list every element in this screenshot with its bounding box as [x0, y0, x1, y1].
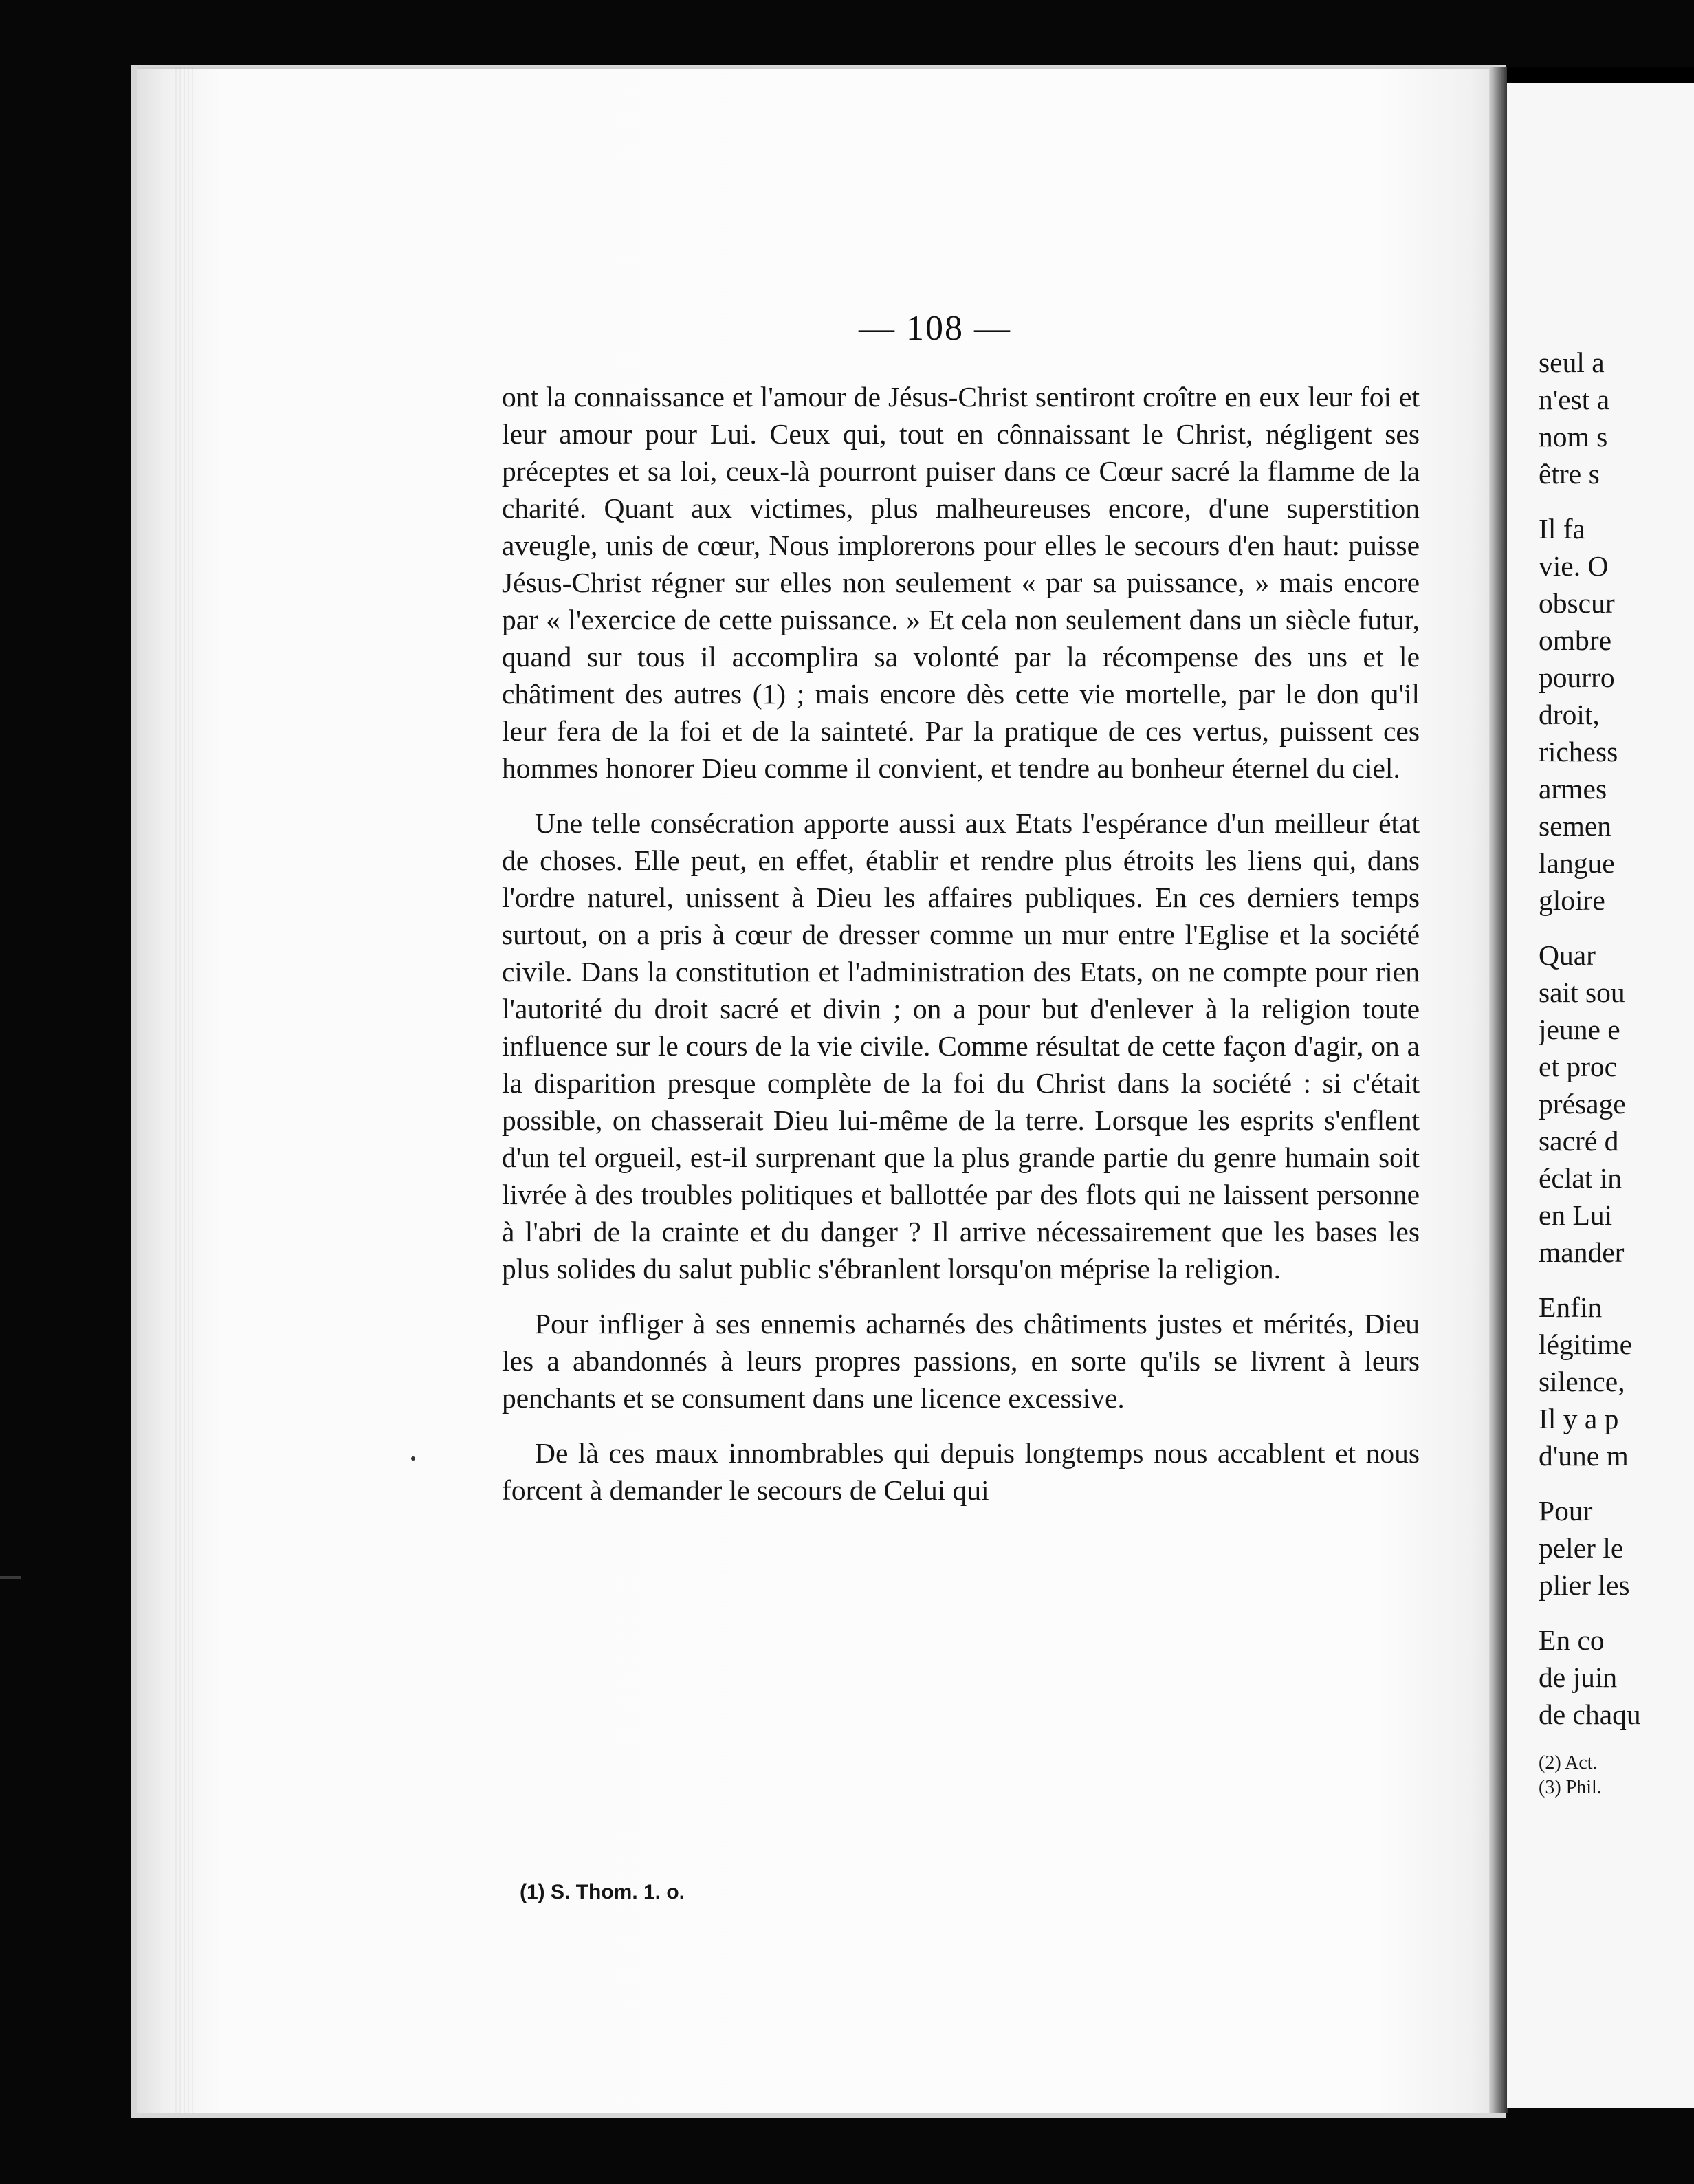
next-page-line: en Lui — [1539, 1199, 1613, 1231]
next-page-gap — [1539, 919, 1694, 937]
next-page-line: vie. O — [1539, 550, 1609, 582]
next-page-line: jeune e — [1539, 1014, 1620, 1045]
next-page-line: En co — [1539, 1624, 1605, 1656]
next-page-line: richess — [1539, 736, 1618, 767]
next-page-gap — [1539, 492, 1694, 510]
next-page-line: Pour — [1539, 1495, 1593, 1527]
next-page-line: n'est a — [1539, 384, 1610, 415]
next-page-footnote: (3) Phil. — [1539, 1777, 1602, 1798]
next-page-text-fragment — [1539, 344, 1694, 2063]
right-page-top-gap — [1507, 67, 1694, 83]
next-page-line: silence, — [1539, 1366, 1625, 1397]
book-gutter — [1489, 67, 1508, 2113]
next-page-gap — [1539, 1474, 1694, 1492]
page-edges — [175, 67, 195, 2113]
next-page-line: gloire — [1539, 884, 1605, 916]
next-page-line: obscur — [1539, 587, 1615, 619]
next-page-line: d'une m — [1539, 1440, 1629, 1472]
next-page-line: sait sou — [1539, 976, 1625, 1008]
paragraph: De là ces maux innombrables qui depuis longtemps nous accablent et nous forcent à demander le secours de Celui qui — [502, 1437, 1420, 1506]
next-page-line: être s — [1539, 458, 1600, 490]
next-page-line: semen — [1539, 810, 1612, 842]
next-page-line: mander — [1539, 1236, 1625, 1268]
paragraph: ont la connaissance et l'amour de Jésus-Christ sentiront croître en eux leur foi et leur amour pour Lui. Ceux qui, tout en cônnaissant le Christ, négligent ses préceptes et sa loi, ceux-là pourront puiser dans ce Cœur sacré la flamme de la charité. Quant aux victimes, plus malheureuses encore, d'une superstition aveugle, unis de cœur, Nous implorerons pour elles le secours d'en haut: puisse Jésus-Christ régner sur elles non seulement « par sa puissance, » mais encore par « l'exercice de cette puissance. » Et cela non seulement dans un siècle futur, quand sur tous il accomplira sa volonté par la récompense des uns et le châtiment des autres (1) ; mais encore dès cette vie mortelle, par le don qu'il leur fera de la foi et de la sainteté. Par la pratique de ces vertus, puissent ces hommes honorer Dieu comme il convient, et tendre au bonheur éternel du ciel. — [502, 381, 1420, 784]
next-page-line: nom s — [1539, 421, 1608, 452]
next-page-line: ombre — [1539, 624, 1612, 656]
footnote: (1) S. Thom. 1. o. — [520, 1881, 685, 1903]
paragraph: Pour infliger à ses ennemis acharnés des châtiments justes et mérités, Dieu les a abandonnés à leurs propres passions, en sorte qu'ils se livrent à leurs penchants et se consument dans une licence excessive. — [502, 1308, 1420, 1414]
next-page-line: sacré d — [1539, 1125, 1619, 1157]
next-page-line: droit, — [1539, 699, 1600, 730]
next-page-line: Il fa — [1539, 513, 1585, 545]
next-page-line: plier les — [1539, 1569, 1630, 1601]
next-page-line: Il y a p — [1539, 1403, 1619, 1434]
main-text-block — [502, 378, 1420, 1527]
next-page-gap — [1539, 1271, 1694, 1289]
next-page-gap — [1539, 1733, 1694, 1751]
next-page-line: Enfin — [1539, 1291, 1603, 1323]
next-page-line: et proc — [1539, 1051, 1618, 1082]
next-page-line: armes — [1539, 773, 1607, 805]
next-page-footnote: (2) Act. — [1539, 1752, 1598, 1773]
next-page-line: de chaqu — [1539, 1699, 1641, 1730]
next-page-line: peler le — [1539, 1532, 1624, 1564]
scan-mark — [0, 1576, 21, 1579]
next-page-line: Quar — [1539, 939, 1596, 971]
next-page-line: seul a — [1539, 347, 1605, 378]
scan-speck — [411, 1456, 415, 1461]
next-page-line: légitime — [1539, 1329, 1632, 1360]
next-page-gap — [1539, 1604, 1694, 1621]
paragraph: Une telle consécration apporte aussi aux Etats l'espérance d'un meilleur état de choses. Elle peut, en effet, établir et rendre plus étroits les liens qui, dans l'ordre naturel, unissent à Dieu les affaires publiques. En ces derniers temps surtout, on a pris à cœur de dresser comme un mur entre l'Eglise et la société civile. Dans la constitution et l'administration des Etats, on ne compte pour rien l'autorité du droit sacré et divin ; on a pour but d'enlever à la religion toute influence sur le cours de la vie civile. Comme résultat de cette façon d'agir, on a la disparition presque complète de la foi du Christ dans la société : si c'était possible, on chasserait Dieu lui-même de la terre. Lorsque les esprits s'enflent d'un tel orgueil, est-il surprenant que la plus grande partie du genre humain soit livrée à des troubles politiques et ballottée par des flots qui ne laissent personne à l'abri de la crainte et du danger ? Il arrive nécessairement que les bases les plus solides du salut public s'ébranlent lorsqu'on méprise la religion. — [502, 807, 1420, 1285]
next-page-line: éclat in — [1539, 1162, 1622, 1194]
next-page-line: de juin — [1539, 1661, 1618, 1693]
next-page-line: langue — [1539, 847, 1615, 879]
next-page-line: pourro — [1539, 662, 1615, 693]
page-number: — 108 — — [859, 309, 1011, 348]
next-page-line: présage — [1539, 1088, 1626, 1120]
